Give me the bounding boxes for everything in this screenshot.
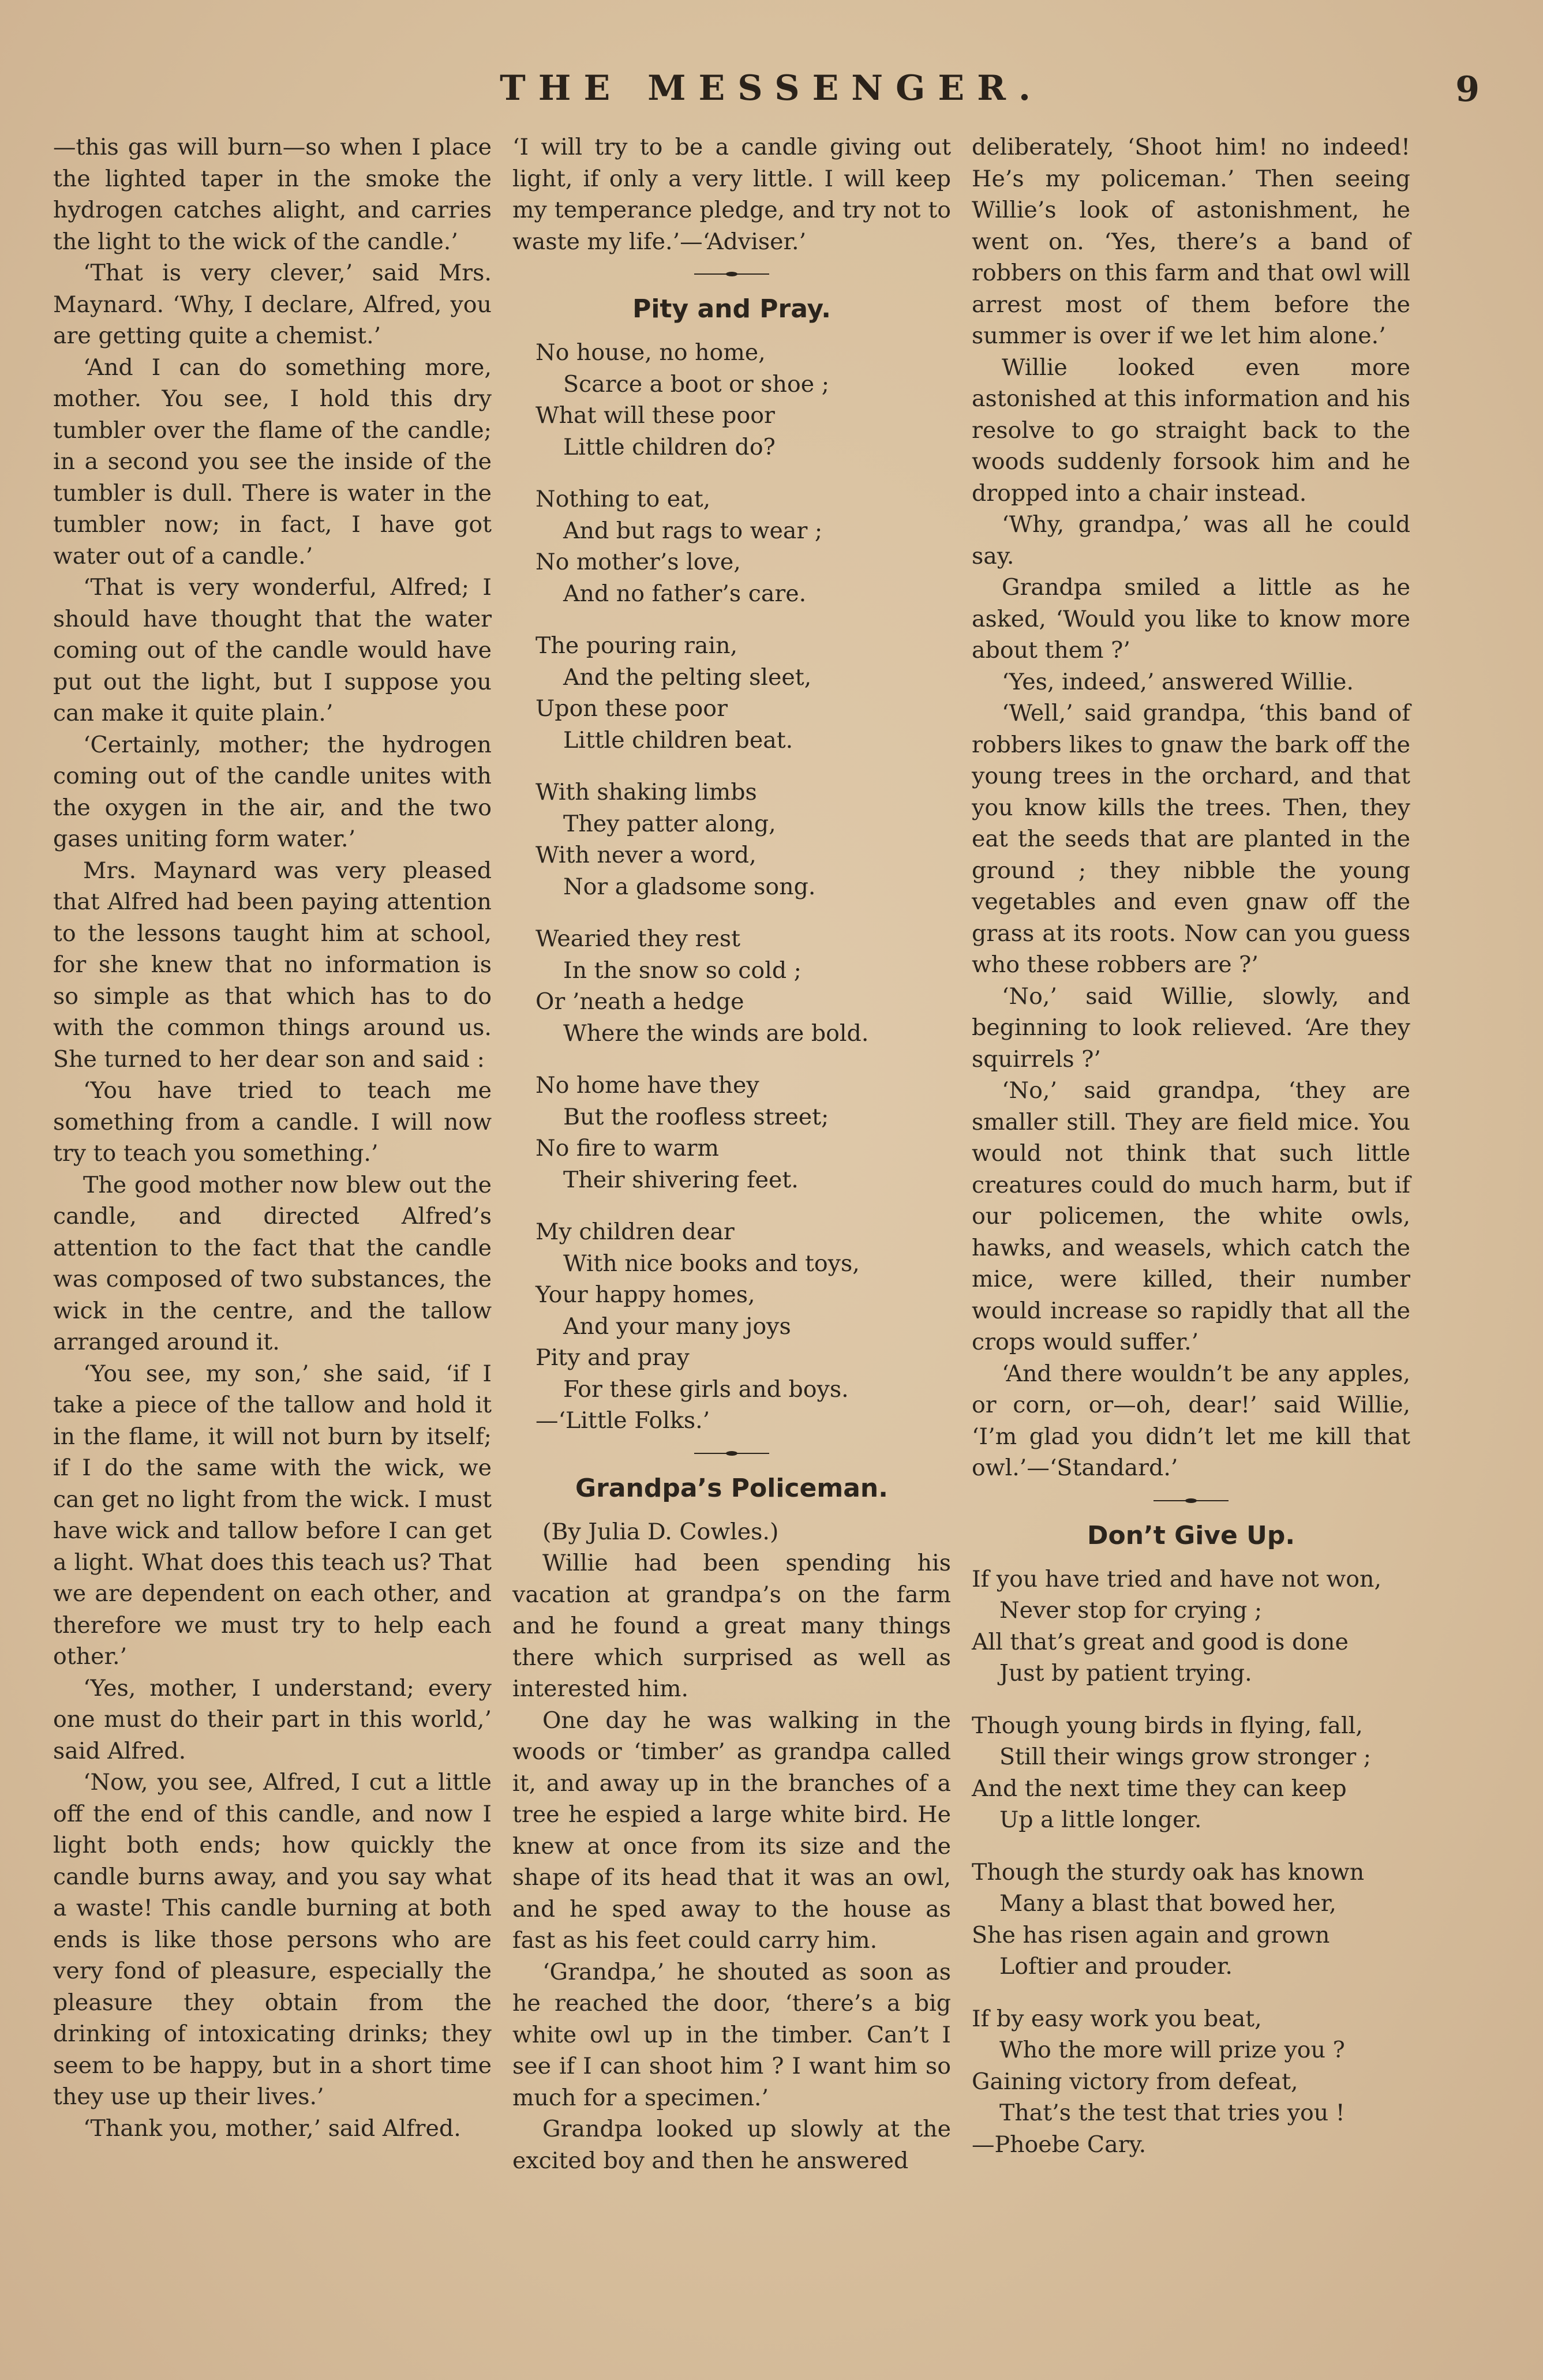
poem-line: But the roofless street; (563, 1103, 829, 1130)
paragraph: Grandpa looked up slowly at the excited boy and then he answered (512, 2116, 951, 2174)
paragraph: ‘Well,’ said grandpa, ‘this band of robbers likes to gnaw the bark off the young trees in the orchard, and that you know kills the trees. Then, they eat the seeds that are planted in the ground ; they nibble the young vegetables and even gnaw off the grass at its roots. Now can you guess who these robbers are ?’ (972, 700, 1410, 978)
paragraph: ‘You have tried to teach me something from a candle. I will now try to teach you something.’ (53, 1077, 492, 1167)
page-number: 9 (1455, 69, 1480, 110)
poem-stanza (535, 1216, 951, 1405)
poem-line: And the next time they can keep (972, 1775, 1347, 1802)
poem-line: If by easy work you beat, (972, 2005, 1262, 2032)
poem-line: No mother’s love, (535, 549, 741, 575)
column-2 (512, 132, 951, 2176)
poem-line: With nice books and toys, (563, 1250, 860, 1277)
poem-line: And the pelting sleet, (563, 664, 812, 691)
poem-line: If you have tried and have not won, (972, 1565, 1382, 1592)
poem-line: All that’s great and good is done (972, 1628, 1349, 1655)
paragraph: ‘Yes, mother, I understand; every one must do their part in this world,’ said Alfred. (53, 1674, 492, 1764)
poem-line: Nothing to eat, (535, 486, 711, 512)
paragraph: One day he was walking in the woods or ‘timber’ as grandpa called it, and away up in the branches of a tree he espied a large white bird. He knew at once from its size and the shape of its head that it was an owl, and he sped away to the house as fast as his feet could carry him. (512, 1707, 951, 1954)
poem-line: Nor a gladsome song. (563, 873, 816, 900)
poem-line: Just by patient trying. (999, 1660, 1252, 1686)
paragraph: ‘Grandpa,’ he shouted as soon as he reached the door, ‘there’s a big white owl up in the timber. Can’t I see if I can shoot him ? I want him so much for a specimen.’ (512, 1958, 951, 2111)
poem-line: With never a word, (535, 842, 756, 868)
paragraph: ‘That is very wonderful, Alfred; I should have thought that the water coming out of the candle would have put out the light, but I suppose you can make it quite plain.’ (53, 574, 492, 726)
poem-line: Pity and pray (535, 1344, 690, 1371)
paragraph: ‘And there wouldn’t be any apples, or corn, or—oh, dear!’ said Willie, ‘I’m glad you didn’t let me kill that owl.’—‘Standard.’ (972, 1360, 1410, 1481)
poem-dont-give-up (972, 1564, 1410, 2129)
poem-title: Don’t Give Up. (1087, 1520, 1295, 1550)
poem-line: No house, no home, (535, 339, 766, 366)
paragraph: Willie had been spending his vacation at grandpa’s on the farm and he found a great many things there which surprised as well as interested him. (512, 1550, 951, 1702)
poem-line: She has risen again and grown (972, 1921, 1330, 1948)
poem-line: In the snow so cold ; (563, 957, 802, 984)
poem-line: And no father’s care. (563, 580, 807, 607)
paragraph: ‘That is very clever,’ said Mrs. Maynard. ‘Why, I declare, Alfred, you are getting quite a chemist.’ (53, 260, 492, 349)
paragraph: ‘And I can do something more, mother. You see, I hold this dry tumbler over the flame of the candle; in a second you see the inside of the tumbler is dull. There is water in the tumbler now; in fact, I have got water out of a candle.’ (53, 354, 492, 569)
poem-line: Your happy homes, (535, 1281, 755, 1308)
poem-line: Up a little longer. (999, 1806, 1202, 1833)
column-3 (972, 132, 1410, 2160)
poem-line: Never stop for crying ; (999, 1597, 1263, 1624)
poem-stanza (535, 484, 951, 609)
poem-line: Wearied they rest (535, 925, 740, 952)
poem-attribution: —‘Little Folks.’ (535, 1407, 710, 1434)
poem-title: Pity and Pray. (632, 294, 831, 324)
poem-line: That’s the test that tries you ! (999, 2100, 1345, 2126)
masthead: THE MESSENGER. (500, 68, 1043, 108)
poem-line: Little children beat. (563, 726, 793, 754)
poem-stanza (535, 337, 951, 463)
poem-line: Who the more will prize you ? (999, 2037, 1345, 2063)
paragraph: —this gas will burn—so when I place the lighted taper in the smoke the hydrogen catches alight, and carries the light to the wick of the candle.’ (53, 134, 492, 255)
poem-attribution: —Phoebe Cary. (972, 2131, 1147, 2158)
poem-pity-and-pray (512, 337, 951, 1405)
poem-line: And your many joys (563, 1313, 791, 1340)
poem-line: Where the winds are bold. (563, 1020, 869, 1047)
poem-line: Loftier and prouder. (999, 1953, 1233, 1980)
poem-line: No fire to warm (535, 1135, 719, 1161)
poem-line: Their shivering feet. (563, 1166, 799, 1193)
paragraph: ‘No,’ said grandpa, ‘they are smaller still. They are field mice. You would not think that such little creatures could do much harm, but if our policemen, the white owls, hawks, and weasels, which catch the mice, were killed, their number would increase so rapidly that all the crops would suffer.’ (972, 1077, 1410, 1355)
poem-line: Gaining victory from defeat, (972, 2068, 1298, 2095)
paragraph: The good mother now blew out the candle, and directed Alfred’s attention to the fact that the candle was composed of two substances, the wick in the centre, and the tallow arranged around it. (53, 1171, 492, 1355)
poem-stanza (535, 1070, 951, 1195)
poem-line: Many a blast that bowed her, (999, 1890, 1336, 1917)
poem-line: Upon these poor (535, 695, 728, 722)
poem-line: Or ’neath a hedge (535, 988, 744, 1015)
poem-line: Though the sturdy oak has known (972, 1858, 1365, 1886)
paragraph: ‘Now, you see, Alfred, I cut a little off the end of this candle, and now I light both ends; how quickly the candle burns away, and you say what a waste! This candle burning at both ends is like those persons who are very fond of pleasure, especially the pleasure they obtain from the drinking of intoxicating drinks; they seem to be happy, but in a short time they use up their lives.’ (53, 1769, 492, 2110)
poem-line: Though young birds in flying, fall, (972, 1712, 1363, 1739)
section-divider (512, 1449, 951, 1462)
poem-line: My children dear (535, 1219, 735, 1245)
poem-stanza (972, 2003, 1410, 2129)
section-divider (512, 270, 951, 283)
poem-line: Little children do? (563, 433, 776, 460)
paragraph: Mrs. Maynard was very pleased that Alfred had been paying attention to the lessons taught him at school, for she knew that no information is so simple as that which has to do with the common things around us. She turned to her dear son and said : (53, 857, 492, 1073)
poem-line: No home have they (535, 1072, 759, 1099)
paragraph: ‘Thank you, mother,’ said Alfred. (83, 2115, 461, 2142)
paragraph: ‘Why, grandpa,’ was all he could say. (972, 511, 1410, 569)
paragraph: ‘Yes, indeed,’ answered Willie. (1002, 668, 1354, 695)
poem-line: Still their wings grow stronger ; (999, 1744, 1372, 1770)
story-title: Grandpa’s Policeman. (575, 1473, 888, 1503)
poem-line: For these girls and boys. (563, 1375, 849, 1403)
poem-stanza (535, 777, 951, 902)
poem-stanza (972, 1564, 1410, 1689)
poem-line: What will these poor (535, 402, 775, 429)
poem-line: And but rags to wear ; (563, 517, 823, 544)
section-divider (972, 1497, 1410, 1509)
poem-line: They patter along, (563, 810, 776, 837)
poem-stanza (972, 1857, 1410, 1982)
paragraph: Willie looked even more astonished at this information and his resolve to go straight back to the woods suddenly forsook him and he dropped into a chair instead. (972, 354, 1410, 507)
column-1 (53, 132, 492, 2144)
poem-line: The pouring rain, (535, 632, 738, 659)
poem-line: With shaking limbs (535, 779, 757, 805)
paragraph: ‘I will try to be a candle giving out light, if only a very little. I will keep my temperance pledge, and try not to waste my life.’—‘Adviser.’ (512, 134, 951, 255)
story-byline: (By Julia D. Cowles.) (542, 1518, 779, 1545)
paragraph: ‘You see, my son,’ she said, ‘if I take a piece of the tallow and hold it in the flame, it will not burn by itself; if I do the same with the wick, we can get no light from the wick. I must have wick and tallow before I can get a light. What does this teach us? That we are dependent on each other, and therefore we must try to help each other.’ (53, 1360, 492, 1670)
paragraph: Grandpa smiled a little as he asked, ‘Would you like to know more about them ?’ (972, 574, 1410, 664)
poem-stanza (972, 1710, 1410, 1836)
poem-line: Scarce a boot or shoe ; (563, 370, 830, 398)
paragraph: deliberately, ‘Shoot him! no indeed! He’s my policeman.’ Then seeing Willie’s look of astonishment, he went on. ‘Yes, there’s a band of robbers on this farm and that owl will arrest most of them before the summer is over if we let him alone.’ (972, 134, 1410, 349)
paragraph: ‘No,’ said Willie, slowly, and beginning to look relieved. ‘Are they squirrels ?’ (972, 983, 1410, 1073)
paragraph: ‘Certainly, mother; the hydrogen coming out of the candle unites with the oxygen in the air, and the two gases uniting form water.’ (53, 731, 492, 852)
poem-stanza (535, 923, 951, 1049)
poem-stanza (535, 630, 951, 756)
